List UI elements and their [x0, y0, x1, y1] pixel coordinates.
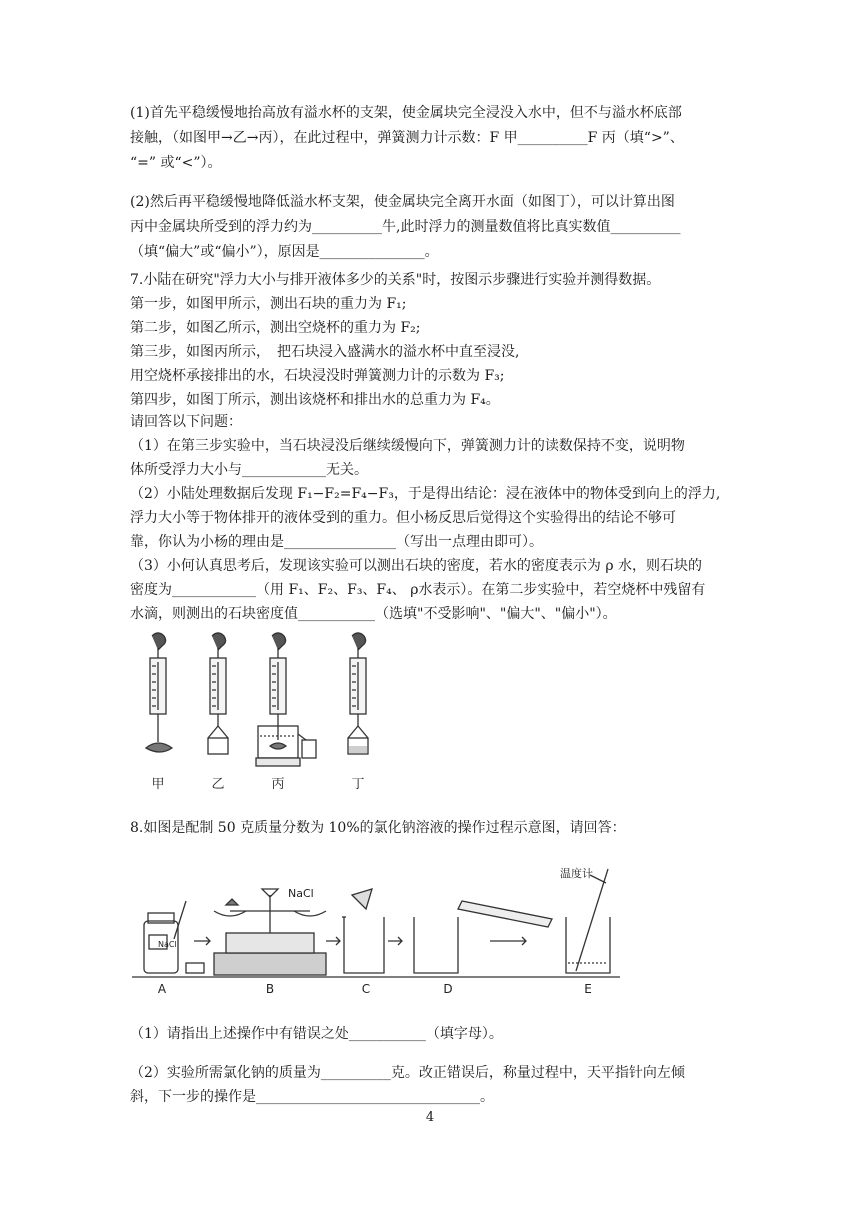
step-c-beaker	[342, 889, 384, 973]
thermometer-label: 温度计	[560, 867, 593, 880]
spring-scale-ding	[348, 633, 368, 754]
q7-line: 请回答以下问题：	[130, 414, 242, 430]
q8-question-2-line-2: 斜，下一步的操作是________________________________。	[130, 1089, 494, 1105]
page-number: 4	[425, 1110, 435, 1125]
q6-line-4: (2)然后再平稳缓慢地降低溢水杯支架，使金属块完全离开水面（如图丁），可以计算出图	[130, 194, 675, 210]
q7-line: 第一步，如图甲所示，测出石块的重力为 F₁;	[130, 296, 407, 312]
figure-label-bing: 丙	[271, 777, 285, 792]
spring-scale-bing	[256, 633, 316, 766]
spring-scale-jia	[146, 633, 172, 752]
step-a-reagent-jar	[144, 901, 204, 973]
q7-line: 用空烧杯承接排出的水，石块浸没时弹簧测力计的示数为 F₃;	[130, 368, 505, 384]
q7-line: 第三步，如图丙所示， 把石块浸入盛满水的溢水杯中直至浸没,	[130, 344, 520, 360]
q7-line: 密度为____________（用 F₁、F₂、F₃、F₄、 ρ水表示）。在第二步实验中，若空烧杯中残留有	[130, 582, 706, 598]
figure-label-d: D	[443, 982, 453, 996]
figure-label-yi: 乙	[211, 777, 225, 792]
q7-line: （2）小陆处理数据后发现 F₁−F₂=F₄−F₃，于是得出结论：浸在液体中的物体受到向上的浮力,	[130, 486, 721, 502]
q7-line: 体所受浮力大小与____________无关。	[130, 462, 368, 478]
q7-line: 第四步，如图丁所示，测出该烧杯和排出水的总重力为 F₄。	[130, 392, 500, 408]
figure-label-e: E	[584, 982, 592, 996]
figure-label-a: A	[157, 982, 167, 996]
figure-label-b: B	[265, 982, 275, 996]
q6-line-1: (1)首先平稳缓慢地抬高放有溢水杯的支架，使金属块完全浸没入水中，但不与溢水杯底部	[130, 105, 682, 121]
step-b-balance	[214, 889, 326, 975]
q6-line-5: 丙中金属块所受到的浮力约为__________牛,此时浮力的测量数值将比真实数值__________	[130, 219, 681, 235]
q7-line: 靠，你认为小杨的理由是________________（写出一点理由即可）。	[130, 534, 543, 550]
nacl-solution-procedure-figure	[130, 855, 630, 997]
q6-line-6: （填“偏大”或“偏小”），原因是_______________。	[130, 244, 439, 260]
q7-line: 第二步，如图乙所示，测出空烧杯的重力为 F₂;	[130, 320, 421, 336]
spring-scale-experiment-figure	[130, 630, 390, 800]
q6-line-3: “=” 或“<”）。	[130, 155, 222, 171]
q8-question-2-line-1: （2）实验所需氯化钠的质量为__________克。改正错误后，称量过程中，天平指针向左倾	[130, 1065, 685, 1081]
figure-label-c: C	[361, 982, 371, 996]
q7-line: 浮力大小等于物体排开的液体受到的重力。但小杨反思后觉得这个实验得出的结论不够可	[130, 510, 676, 526]
step-e-stirring	[566, 869, 610, 973]
spring-scale-yi	[208, 633, 228, 754]
q6-line-2: 接触，（如图甲→乙→丙），在此过程中，弹簧测力计示数：F 甲__________F 丙（填“>”、	[130, 130, 684, 146]
step-d-pouring	[414, 901, 552, 973]
figure-label-ding: 丁	[351, 777, 365, 792]
q8-intro: 8.如图是配制 50 克质量分数为 10%的氯化钠溶液的操作过程示意图，请回答：	[130, 820, 626, 836]
q7-line: 7.小陆在研究"浮力大小与排开液体多少的关系"时，按图示步骤进行实验并测得数据。	[130, 272, 661, 288]
q7-line: （3）小何认真思考后，发现该实验可以测出石块的密度，若水的密度表示为 ρ 水，则石块的	[130, 558, 703, 574]
nacl-label: NaCl	[288, 887, 314, 900]
q8-question-1: （1）请指出上述操作中有错误之处___________（填字母）。	[130, 1026, 503, 1042]
jar-label: NaCl	[158, 940, 177, 949]
figure-label-jia: 甲	[151, 777, 165, 792]
q7-line: （1）在第三步实验中，当石块浸没后继续缓慢向下，弹簧测力计的读数保持不变，说明物	[130, 438, 685, 454]
q7-line: 水滴，则测出的石块密度值___________（选填"不受影响"、"偏大"、"偏小"）。	[130, 606, 617, 622]
